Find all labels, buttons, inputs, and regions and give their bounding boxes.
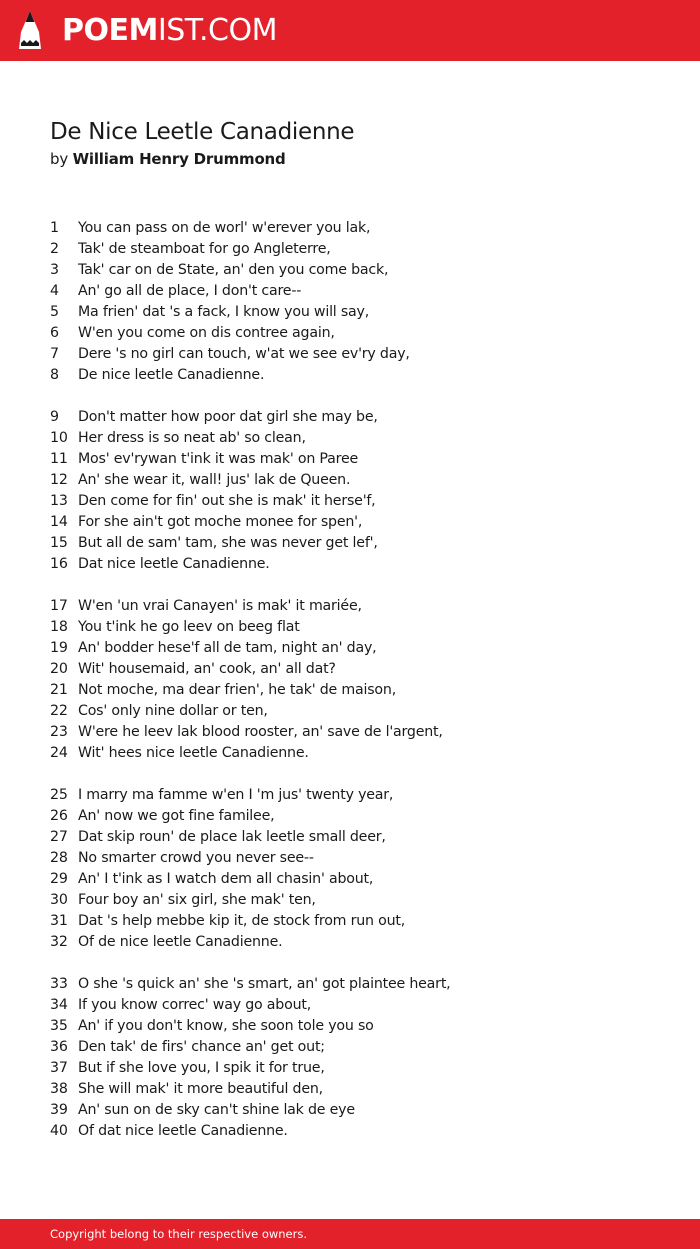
poem-line — [50, 554, 670, 575]
poem-line — [50, 302, 670, 323]
line-number: 8 — [50, 367, 59, 383]
poem-line — [50, 533, 670, 554]
line-text: W'en 'un vrai Canayen' is mak' it mariée, — [78, 598, 362, 614]
line-text: Wit' housemaid, an' cook, an' all dat? — [78, 661, 336, 677]
line-text: You can pass on de worl' w'erever you lak, — [78, 220, 371, 236]
line-number: 3 — [50, 262, 59, 278]
poem-line — [50, 890, 670, 911]
line-number: 10 — [50, 430, 68, 446]
line-number: 36 — [50, 1039, 68, 1055]
poem-line — [50, 659, 670, 680]
line-text: An' go all de place, I don't care-- — [78, 283, 302, 299]
poem-line — [50, 239, 670, 260]
line-text: Her dress is so neat ab' so clean, — [78, 430, 306, 446]
by-label: by — [50, 150, 68, 168]
line-number: 37 — [50, 1060, 68, 1076]
line-text: Not moche, ma dear frien', he tak' de maison, — [78, 682, 396, 698]
line-number: 33 — [50, 976, 68, 992]
poem-line — [50, 407, 670, 428]
line-text: If you know correc' way go about, — [78, 997, 312, 1013]
line-text: W'ere he leev lak blood rooster, an' save de l'argent, — [78, 724, 443, 740]
poem-line — [50, 428, 670, 449]
line-text: An' now we got fine familee, — [78, 808, 275, 824]
line-text: Den come for fin' out she is mak' it herse'f, — [78, 493, 376, 509]
line-number: 28 — [50, 850, 68, 866]
line-text: She will mak' it more beautiful den, — [78, 1081, 323, 1097]
poem-line — [50, 1100, 670, 1121]
poem-line — [50, 1037, 670, 1058]
poem-line — [50, 911, 670, 932]
site-logo[interactable] — [62, 12, 277, 50]
poem-line — [50, 512, 670, 533]
poem-line — [50, 596, 670, 617]
poem-line — [50, 1016, 670, 1037]
poem-line — [50, 617, 670, 638]
line-text: Of dat nice leetle Canadienne. — [78, 1123, 288, 1139]
line-number: 26 — [50, 808, 68, 824]
line-text: An' sun on de sky can't shine lak de eye — [78, 1102, 355, 1118]
line-number: 27 — [50, 829, 68, 845]
line-number: 4 — [50, 283, 59, 299]
poem-line — [50, 974, 670, 995]
line-number: 39 — [50, 1102, 68, 1118]
poem-line — [50, 995, 670, 1016]
line-text: I marry ma famme w'en I 'm jus' twenty year, — [78, 787, 394, 803]
poem-line — [50, 785, 670, 806]
poem-line — [50, 1058, 670, 1079]
poem-stanza — [50, 218, 670, 386]
poem-line — [50, 701, 670, 722]
line-text: An' I t'ink as I watch dem all chasin' about, — [78, 871, 374, 887]
line-text: De nice leetle Canadienne. — [78, 367, 265, 383]
poem-line — [50, 827, 670, 848]
poem-line — [50, 1079, 670, 1100]
poem-byline — [50, 149, 286, 169]
line-text: Don't matter how poor dat girl she may be, — [78, 409, 378, 425]
poem-stanza — [50, 785, 670, 953]
pencil-icon[interactable] — [17, 10, 43, 51]
poem-author: William Henry Drummond — [72, 150, 286, 168]
line-number: 14 — [50, 514, 68, 530]
line-text: Four boy an' six girl, she mak' ten, — [78, 892, 316, 908]
poem-line — [50, 680, 670, 701]
line-text: W'en you come on dis contree again, — [78, 325, 335, 341]
poem-line — [50, 365, 670, 386]
site-header — [0, 0, 700, 61]
line-text: Of de nice leetle Canadienne. — [78, 934, 283, 950]
line-number: 35 — [50, 1018, 68, 1034]
line-text: You t'ink he go leev on beeg flat — [78, 619, 300, 635]
line-number: 32 — [50, 934, 68, 950]
line-number: 2 — [50, 241, 59, 257]
poem-line — [50, 470, 670, 491]
line-number: 31 — [50, 913, 68, 929]
line-text: Dat nice leetle Canadienne. — [78, 556, 270, 572]
line-text: Wit' hees nice leetle Canadienne. — [78, 745, 309, 761]
line-number: 38 — [50, 1081, 68, 1097]
poem-line — [50, 806, 670, 827]
line-text: Dat 's help mebbe kip it, de stock from run out, — [78, 913, 406, 929]
line-number: 19 — [50, 640, 68, 656]
poem-line — [50, 260, 670, 281]
poem-stanza — [50, 407, 670, 575]
line-number: 25 — [50, 787, 68, 803]
line-number: 6 — [50, 325, 59, 341]
line-text: An' she wear it, wall! jus' lak de Queen. — [78, 472, 351, 488]
poem-line — [50, 491, 670, 512]
line-text: Dat skip roun' de place lak leetle small deer, — [78, 829, 386, 845]
line-number: 9 — [50, 409, 59, 425]
line-text: Tak' car on de State, an' den you come back, — [78, 262, 389, 278]
logo-text-bold: POEM — [62, 13, 158, 48]
line-number: 5 — [50, 304, 59, 320]
line-number: 7 — [50, 346, 59, 362]
line-number: 18 — [50, 619, 68, 635]
poem-line — [50, 449, 670, 470]
line-number: 15 — [50, 535, 68, 551]
line-number: 22 — [50, 703, 68, 719]
line-number: 20 — [50, 661, 68, 677]
poem-line — [50, 281, 670, 302]
line-text: Cos' only nine dollar or ten, — [78, 703, 268, 719]
line-text: Ma frien' dat 's a fack, I know you will say, — [78, 304, 370, 320]
line-text: For she ain't got moche monee for spen', — [78, 514, 363, 530]
line-text: An' if you don't know, she soon tole you so — [78, 1018, 374, 1034]
poem-stanza — [50, 974, 670, 1142]
line-text: But if she love you, I spik it for true, — [78, 1060, 325, 1076]
line-number: 11 — [50, 451, 68, 467]
poem-line — [50, 722, 670, 743]
copyright-text: Copyright belong to their respective owners. — [50, 1227, 308, 1241]
poem-line — [50, 218, 670, 239]
poem-title: De Nice Leetle Canadienne — [50, 119, 355, 145]
line-text: Dere 's no girl can touch, w'at we see ev'ry day, — [78, 346, 410, 362]
poem-stanza — [50, 596, 670, 764]
line-text: No smarter crowd you never see-- — [78, 850, 314, 866]
line-number: 16 — [50, 556, 68, 572]
line-number: 1 — [50, 220, 59, 236]
line-text: But all de sam' tam, she was never get lef', — [78, 535, 378, 551]
poem-line — [50, 638, 670, 659]
poem-line — [50, 848, 670, 869]
line-number: 21 — [50, 682, 68, 698]
poem-body — [50, 218, 670, 1163]
line-number: 30 — [50, 892, 68, 908]
line-text: Tak' de steamboat for go Angleterre, — [78, 241, 331, 257]
line-text: O she 's quick an' she 's smart, an' got plaintee heart, — [78, 976, 451, 992]
line-number: 24 — [50, 745, 68, 761]
site-footer — [0, 1219, 700, 1249]
poem-line — [50, 743, 670, 764]
poem-line — [50, 323, 670, 344]
line-number: 12 — [50, 472, 68, 488]
line-number: 34 — [50, 997, 68, 1013]
logo-text-light: IST.COM — [157, 13, 277, 48]
line-text: An' bodder hese'f all de tam, night an' day, — [78, 640, 377, 656]
line-number: 23 — [50, 724, 68, 740]
poem-line — [50, 1121, 670, 1142]
line-number: 40 — [50, 1123, 68, 1139]
line-number: 29 — [50, 871, 68, 887]
line-text: Mos' ev'rywan t'ink it was mak' on Paree — [78, 451, 359, 467]
poem-line — [50, 344, 670, 365]
line-text: Den tak' de firs' chance an' get out; — [78, 1039, 325, 1055]
poem-line — [50, 869, 670, 890]
line-number: 13 — [50, 493, 68, 509]
poem-line — [50, 932, 670, 953]
line-number: 17 — [50, 598, 68, 614]
